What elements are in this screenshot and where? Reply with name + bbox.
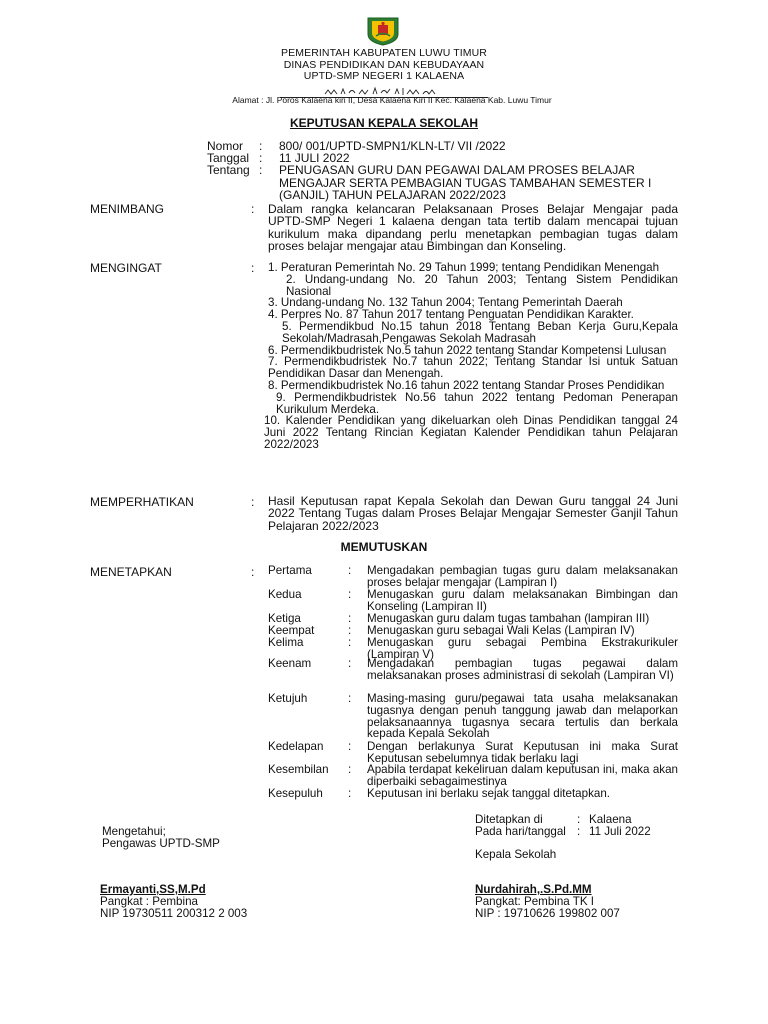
letterhead-department: DINAS PENDIDIKAN DAN KEBUDAYAAN <box>283 58 485 71</box>
menetapkan-colon: : <box>348 657 352 670</box>
nomor-colon: : <box>259 139 263 153</box>
menetapkan-colon: : <box>348 588 352 601</box>
letterhead-school: UPTD-SMP NEGERI 1 KALAENA <box>303 70 465 82</box>
mengingat-item-3: 3. Undang-undang No. 132 Tahun 2004; Tentang Pemerintah Daerah <box>268 296 623 310</box>
menetapkan-key: Keempat <box>268 624 315 637</box>
menetapkan-colon: : <box>348 692 352 705</box>
menetapkan-colon: : <box>348 740 352 753</box>
menetapkan-colon: : <box>348 636 352 649</box>
mengingat-colon: : <box>251 261 255 275</box>
mengingat-item-6: 6. Permendikbudristek No.5 tahun 2022 tentang Standar Kompetensi Lulusan <box>268 343 667 357</box>
menetapkan-value: Dengan berlakunya Surat Keputusan ini maka Surat Keputusan sebelumnya tidak berlaku lagi <box>367 740 678 765</box>
letterhead <box>0 48 768 83</box>
menetapkan-key: Ketujuh <box>268 692 308 705</box>
letterhead-address: Alamat : Jl. Poros Kalaena kiri II, Desa Kalaena Kiri II Kec. Kalaena Kab. Luwu Timur <box>232 95 552 105</box>
mengingat-item-7: 7. Permendikbudristek No.7 tahun 2022; Tentang Standar Isi untuk Satuan Pendidikan Dasar dan Menengah. <box>268 355 678 381</box>
kepsek-rank: Pangkat: Pembina TK I <box>475 895 595 908</box>
menetapkan-value: Mengadakan pembagian tugas pegawai dalam melaksanakan proses administrasi di sekolah (Lampiran VI) <box>367 657 678 682</box>
pengawas-name: Ermayanti,SS,M.Pd <box>100 883 206 896</box>
menetapkan-key: Keenam <box>268 657 312 670</box>
memperhatikan-text: Hasil Keputusan rapat Kepala Sekolah dan Dewan Guru tanggal 24 Juni 2022 Tentang Tugas dalam Proses Belajar Mengajar Semester Ganjil Tahun Pelajaran 2022/2023 <box>268 494 678 533</box>
kepsek-name: Nurdahirah,.S.Pd.MM <box>475 883 592 896</box>
memperhatikan-label: MEMPERHATIKAN <box>90 495 194 509</box>
tentang-colon: : <box>259 163 263 177</box>
menetapkan-colon: : <box>348 612 352 625</box>
menetapkan-key: Ketiga <box>268 612 301 625</box>
memutuskan-heading: MEMUTUSKAN <box>340 540 428 554</box>
tentang-value: PENUGASAN GURU DAN PEGAWAI DALAM PROSES BELAJAR MENGAJAR SERTA PEMBAGIAN TUGAS TAMBAHAN SEMESTER I (GANJIL) TAHUN PELAJARAN 2022/2023 <box>279 163 652 202</box>
nomor-value: 800/ 001/UPTD-SMPN1/KLN-LT/ VII /2022 <box>279 139 506 153</box>
mengingat-item-10: 10. Kalender Pendidikan yang dikeluarkan oleh Dinas Pendidikan tanggal 24 Juni 2022 Tentang Rincian Kegiatan Kalender Pendidikan tahun Pelajaran 2022/2023 <box>264 414 678 451</box>
ditetapkan-di-colon: : <box>577 813 581 826</box>
document-title: KEPUTUSAN KEPALA SEKOLAH <box>289 116 478 130</box>
menetapkan-colon: : <box>348 624 352 637</box>
menetapkan-value: Menugaskan guru dalam tugas tambahan (lampiran III) <box>367 612 650 625</box>
tanggal-colon: : <box>259 151 263 165</box>
mengingat-item-1: 1. Peraturan Pemerintah No. 29 Tahun 1999; tentang Pendidikan Menengah <box>268 261 660 274</box>
menetapkan-colon: : <box>348 787 352 800</box>
tanggal-label: Tanggal <box>207 151 250 165</box>
mengingat-item-2 <box>264 274 678 298</box>
mengingat-item-5: 5. Permendikbud No.15 tahun 2018 Tentang Beban Kerja Guru,Kepala Sekolah/Madrasah,Pengawas Sekolah Madrasah <box>282 319 678 345</box>
pengawas-title: Pengawas UPTD-SMP <box>102 837 220 850</box>
menetapkan-key: Pertama <box>268 564 312 577</box>
menetapkan-colon: : <box>251 565 255 579</box>
menetapkan-colon: : <box>348 763 352 776</box>
menetapkan-label: MENETAPKAN <box>90 565 172 579</box>
ditetapkan-tanggal-label: Pada hari/tanggal <box>475 825 566 838</box>
ditetapkan-tanggal-colon: : <box>577 825 581 838</box>
menetapkan-key: Kedua <box>268 588 302 601</box>
menetapkan-value: Apabila terdapat kekeliruan dalam keputusan ini, maka akan diperbaiki sebagaimestinya <box>367 763 678 788</box>
memperhatikan-colon: : <box>251 495 255 509</box>
menetapkan-key: Kedelapan <box>268 740 324 753</box>
pengawas-nip: NIP 19730511 200312 2 003 <box>100 907 248 920</box>
menetapkan-value: Menugaskan guru sebagai Wali Kelas (Lampiran IV) <box>367 624 635 637</box>
mengingat-label: MENGINGAT <box>90 261 162 275</box>
menetapkan-key: Kesepuluh <box>268 787 323 800</box>
menetapkan-value: Masing-masing guru/pegawai tata usaha melaksanakan tugasnya dengan penuh tanggung jawab dan melaporkan pelaksanaannya tugasnya secara tertulis dan berkala kepada Kepala Sekolah <box>367 692 678 741</box>
menimbang-label: MENIMBANG <box>90 202 165 216</box>
menimbang-colon: : <box>251 202 255 216</box>
menetapkan-value: Keputusan ini berlaku sejak tanggal ditetapkan. <box>367 787 610 800</box>
menetapkan-value: Menugaskan guru sebagai Pembina Ekstrakurikuler (Lampiran V) <box>367 636 678 661</box>
menetapkan-value: Menugaskan guru dalam melaksanakan Bimbingan dan Konseling (Lampiran II) <box>367 588 678 613</box>
letterhead-government: PEMERINTAH KABUPATEN LUWU TIMUR <box>281 47 487 59</box>
mengingat-item-9: 9. Permendikbudristek No.56 tahun 2022 tentang Pedoman Penerapan Kurikulum Merdeka. <box>276 390 678 416</box>
menetapkan-value: Mengadakan pembagian tugas guru dalam melaksanakan proses belajar mengajar (Lampiran I) <box>367 564 678 589</box>
tentang-label: Tentang <box>207 163 250 177</box>
kepsek-nip: NIP : 19710626 199802 007 <box>475 907 620 920</box>
nomor-label: Nomor <box>207 139 244 153</box>
menimbang-text: Dalam rangka kelancaran Pelaksanaan Proses Belajar Mengajar pada UPTD-SMP Negeri 1 kalaena dengan tata tertib dalam mencapai tujuan kurikulum maka dipandang perlu menetapkan pembagian tugas dalam proses belajar mengajar atau Bimbingan dan Konseling. <box>268 202 678 253</box>
ditetapkan-di-label: Ditetapkan di <box>475 813 543 826</box>
mengingat-list <box>264 262 678 451</box>
menetapkan-key: Kesembilan <box>268 763 329 776</box>
ditetapkan-di-value: Kalaena <box>589 813 632 826</box>
menetapkan-colon: : <box>348 564 352 577</box>
regency-logo-icon <box>366 16 400 46</box>
mengingat-item-4: 4. Perpres No. 87 Tahun 2017 tentang Penguatan Pendidikan Karakter. <box>268 308 634 322</box>
tanggal-value: 11 JULI 2022 <box>279 151 350 165</box>
kepala-sekolah-title: Kepala Sekolah <box>475 848 557 861</box>
ditetapkan-tanggal-value: 11 Juli 2022 <box>589 825 651 838</box>
mengingat-item-8: 8. Permendikbudristek No.16 tahun 2022 tentang Standar Proses Pendidikan <box>268 378 665 392</box>
ditetapkan-tanggal-row <box>475 826 735 838</box>
mengingat-item-2-text: 2. Undang-undang No. 20 Tahun 2003; Tentang Sistem Pendidikan Nasional <box>286 272 678 298</box>
pengawas-rank: Pangkat : Pembina <box>100 895 198 908</box>
ditetapkan-block <box>475 814 735 838</box>
menetapkan-key: Kelima <box>268 636 304 649</box>
mengetahui-label: Mengetahui; <box>102 825 166 838</box>
